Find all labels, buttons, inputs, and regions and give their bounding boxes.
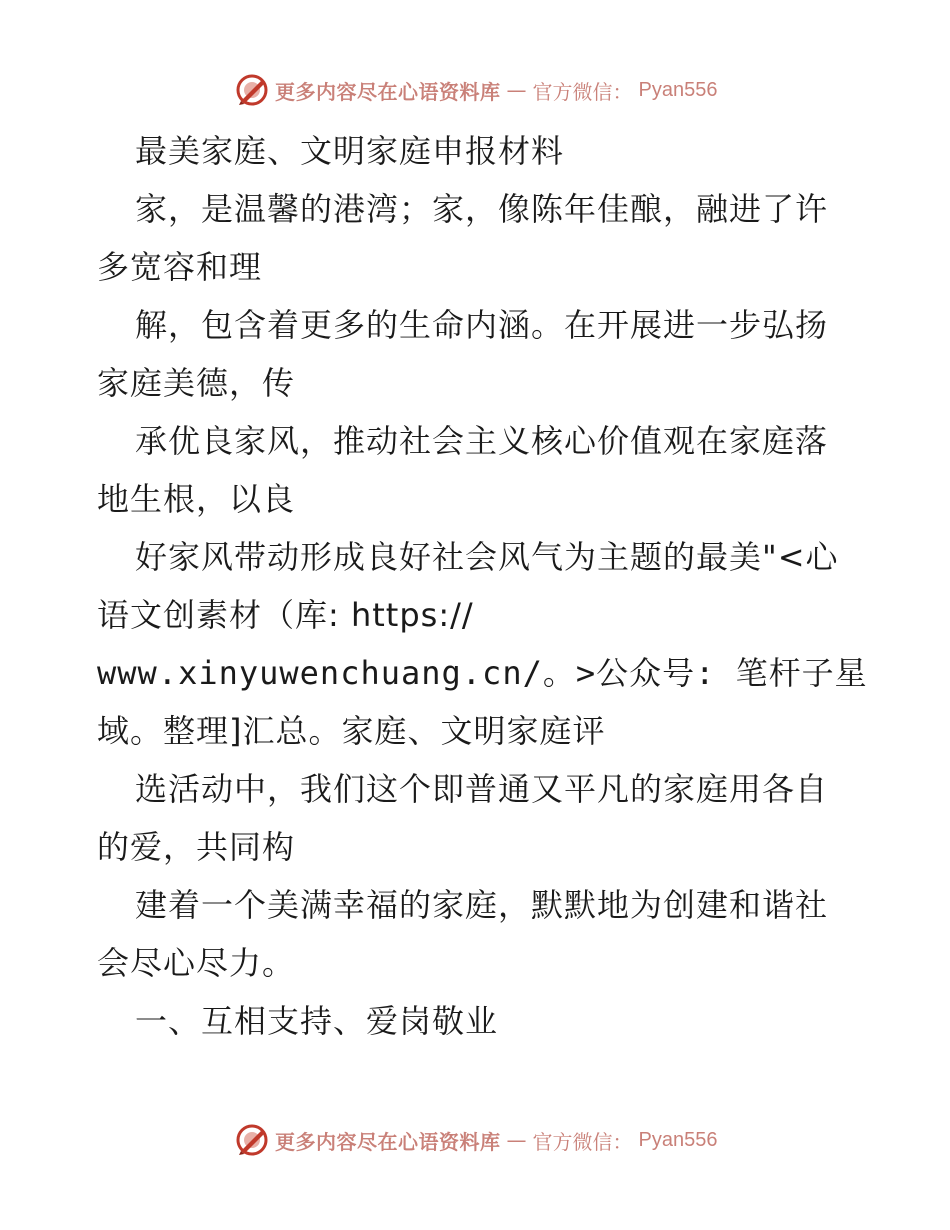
document-body [97,122,868,1050]
section-heading: 一、互相支持、爱岗敬业 [135,1002,499,1040]
paragraph-line: 的爱，共同构 [97,828,296,866]
paragraph-line: 语文创素材（库: https:// [97,596,474,634]
paragraph-line-url: www.xinyuwenchuang.cn/。>公众号: 笔杆子星 [97,654,868,692]
paragraph-line: 建着一个美满幸福的家庭，默默地为创建和谐社 [135,886,829,924]
header-wechat-id: Pyan556 [638,78,718,101]
footer-banner[interactable] [235,1122,717,1158]
header-promo-text: 更多内容尽在心语资料库 [275,79,501,104]
paragraph-line: 会尽心尽力。 [97,944,296,982]
pen-circle-logo-icon [235,1123,269,1157]
paragraph-line: 多宽容和理 [97,248,263,286]
paragraph-line: 解，包含着更多的生命内涵。在开展进一步弘扬 [135,306,829,344]
footer-dash: — [506,1128,527,1152]
pen-circle-logo-icon [235,73,269,107]
header-wechat-label: 官方微信： [532,79,633,104]
footer-wechat-id: Pyan556 [638,1128,718,1151]
header-dash: — [506,78,527,102]
footer-promo-text: 更多内容尽在心语资料库 [275,1129,501,1154]
header-banner[interactable] [235,72,717,108]
paragraph-line: 地生根，以良 [97,480,296,518]
paragraph-line: 域。整理]汇总。家庭、文明家庭评 [97,712,606,750]
paragraph-line: 家庭美德，传 [97,364,296,402]
paragraph-line: 承优良家风，推动社会主义核心价值观在家庭落 [135,422,829,460]
paragraph-line: 选活动中，我们这个即普通又平凡的家庭用各自 [135,770,829,808]
document-title: 最美家庭、文明家庭申报材料 [135,132,565,170]
paragraph-line: 好家风带动形成良好社会风气为主题的最美"<心 [135,538,839,576]
paragraph-line: 家，是温馨的港湾；家，像陈年佳酿，融进了许 [135,190,829,228]
footer-wechat-label: 官方微信： [532,1129,633,1154]
